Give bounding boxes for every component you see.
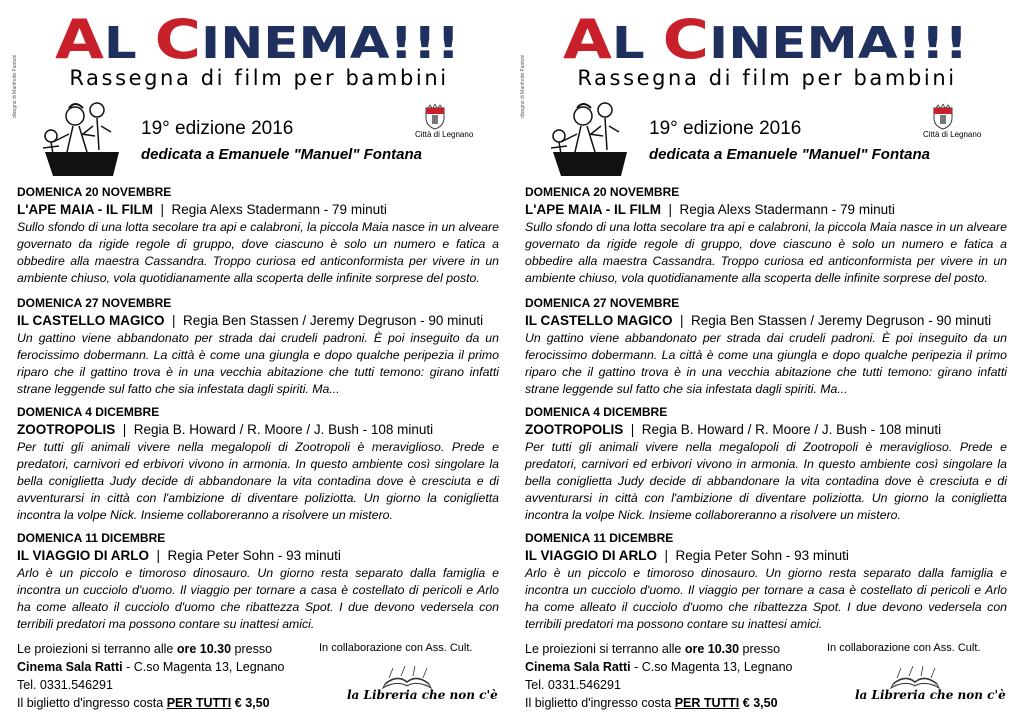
event-movie: L'APE MAIA - IL FILM | Regia Alexs Stadermann - 79 minuti: [17, 202, 387, 217]
film-title: IL VIAGGIO DI ARLO: [525, 548, 658, 563]
bookshop-logo: [345, 660, 469, 710]
collaboration-note: In collaborazione con Ass. Cult.: [827, 642, 981, 654]
screening-info: [525, 640, 825, 712]
schedule-line: [17, 640, 317, 658]
film-description: Per tutti gli animali vivere nella megalopoli di Zootropoli è meraviglioso. Prede e predatori, carnivori ed erbivori vivono in armonia. In questo ambiente così singolare la bella coniglietta Judy decide di abbandonare la vita contadina dove è cresciuta e di avventurarsi in città con l'ambizione di diventare poliziotta. Un giorno la coniglietta incontra la volpe Nick. Insieme collaboreranno a risolvere un mistero.: [525, 440, 1007, 522]
film-director: Regia Peter Sohn - 93 minuti: [167, 548, 341, 563]
event-movie: IL CASTELLO MAGICO | Regia Ben Stassen / Jeremy Degruson - 90 minuti: [525, 313, 992, 328]
film-title: L'APE MAIA - IL FILM: [17, 202, 153, 217]
event-movie: IL VIAGGIO DI ARLO | Regia Peter Sohn - 93 minuti: [17, 548, 341, 563]
open-book-icon: [853, 660, 977, 710]
ticket-who: PER TUTTI: [674, 696, 740, 710]
film-description: Sullo sfondo di una lotta secolare tra api e calabroni, la piccola Maia nasce in un alveare governato da rigide regole di gruppo, dove ciascuno è solo un numero e fatica a obbedire alla maestra Cassandra. Troppo curiosa ed anticonformista per vivere in un ambiente chiuso, vola quotidianamente alla scoperta delle infinite sorprese del posto.: [525, 220, 1007, 285]
event-3: [17, 404, 499, 524]
ticket-who: PER TUTTI: [166, 696, 232, 710]
film-director: Regia B. Howard / R. Moore / J. Bush - 108 minuti: [641, 422, 942, 437]
film-title: L'APE MAIA - IL FILM: [525, 202, 661, 217]
film-description: Un gattino viene abbandonato per strada dai crudeli padroni. È poi inseguito da un ferocissimo dobermann. La città è come una giungla e dopo qualche peripezia il primo riparo che il gattino trova è in una vecchia abitazione che tutti temono: girano infatti strane leggende sul fatto che sia infestata dagli spiriti. Ma...: [17, 331, 499, 396]
event-date: DOMENICA 27 NOVEMBRE: [525, 296, 680, 310]
event-1: [17, 184, 499, 287]
vertical-credit: disegno di Manfredo Fantoni: [12, 54, 18, 118]
ticket-text: Il biglietto d'ingresso costa: [17, 696, 167, 710]
city-crest-icon: [931, 104, 955, 130]
children-drawing: [531, 96, 637, 182]
film-description: Arlo è un piccolo e timoroso dinosauro. Un giorno resta separato dalla famiglia e incontra un cucciolo d'uomo. Il viaggio per tornare a casa è costellato di pericoli e Arlo ha come alleato il cucciolo d'uomo che ribattezza Spot. I due devono vedersela con terribili predatori ma possono contare su inattesi amici.: [525, 566, 1007, 631]
vertical-credit: disegno di Manfredo Fantoni: [520, 54, 526, 118]
svg-text:AL CINEMA!!!: A L C INEMA!!!: [563, 8, 931, 66]
edition: 19° edizione 2016: [649, 118, 802, 139]
event-4: [17, 530, 499, 633]
event-2: [17, 295, 499, 398]
event-date: DOMENICA 27 NOVEMBRE: [17, 296, 172, 310]
event-3: [525, 404, 1007, 524]
film-title: IL CASTELLO MAGICO: [17, 313, 165, 328]
bookshop-logo-text: la Libreria che non c'è: [347, 688, 498, 702]
collaboration-note: In collaborazione con Ass. Cult.: [319, 642, 473, 654]
film-description: Un gattino viene abbandonato per strada dai crudeli padroni. È poi inseguito da un ferocissimo dobermann. La città è come una giungla e dopo qualche peripezia il primo riparo che il gattino trova è in una vecchia abitazione che tutti temono: girano infatti strane leggende sul fatto che sia infestata dagli spiriti. Ma...: [525, 331, 1007, 396]
city-logo: [923, 104, 982, 139]
children-drawing: [23, 96, 129, 182]
event-movie: L'APE MAIA - IL FILM | Regia Alexs Stadermann - 79 minuti: [525, 202, 895, 217]
venue-name: Cinema Sala Ratti: [525, 660, 631, 674]
schedule-text: Le proiezioni si terranno alle: [17, 642, 177, 656]
title-logo: [563, 6, 973, 66]
event-2: [525, 295, 1007, 398]
event-movie: ZOOTROPOLIS | Regia B. Howard / R. Moore / J. Bush - 108 minuti: [525, 422, 942, 437]
film-title: IL CASTELLO MAGICO: [525, 313, 673, 328]
dedication: dedicata a Emanuele "Manuel" Fontana: [141, 146, 422, 163]
flyer-left: [12, 0, 507, 724]
film-title: ZOOTROPOLIS: [17, 422, 116, 437]
phone: Tel. 0331.546291: [525, 678, 621, 692]
open-book-icon: [345, 660, 469, 710]
film-description: Arlo è un piccolo e timoroso dinosauro. Un giorno resta separato dalla famiglia e incontra un cucciolo d'uomo. Il viaggio per tornare a casa è costellato di pericoli e Arlo ha come alleato il cucciolo d'uomo che ribattezza Spot. I due devono vedersela con terribili predatori ma possono contare su inattesi amici.: [17, 566, 499, 631]
event-date: DOMENICA 4 DICEMBRE: [525, 405, 668, 419]
city-logo: [415, 104, 474, 139]
city-logo-label: Città di Legnano: [415, 130, 474, 139]
schedule-text-end: presso: [231, 642, 273, 656]
event-movie: IL VIAGGIO DI ARLO | Regia Peter Sohn - 93 minuti: [525, 548, 849, 563]
film-director: Regia B. Howard / R. Moore / J. Bush - 108 minuti: [133, 422, 434, 437]
event-movie: ZOOTROPOLIS | Regia B. Howard / R. Moore / J. Bush - 108 minuti: [17, 422, 434, 437]
phone: Tel. 0331.546291: [17, 678, 113, 692]
venue-address: - C.so Magenta 13, Legnano: [122, 660, 285, 674]
schedule-time: ore 10.30: [684, 642, 740, 656]
film-director: Regia Alexs Stadermann - 79 minuti: [171, 202, 387, 217]
schedule-text-end: presso: [739, 642, 781, 656]
subtitle: Rassegna di film per bambini: [69, 66, 449, 90]
children-drawing-icon: [23, 96, 129, 182]
ticket-line: [525, 694, 825, 712]
film-director: Regia Ben Stassen / Jeremy Degruson - 90 minuti: [183, 313, 484, 328]
event-date: DOMENICA 20 NOVEMBRE: [17, 185, 172, 199]
event-movie: IL CASTELLO MAGICO | Regia Ben Stassen / Jeremy Degruson - 90 minuti: [17, 313, 484, 328]
film-director: Regia Alexs Stadermann - 79 minuti: [679, 202, 895, 217]
edition: 19° edizione 2016: [141, 118, 294, 139]
ticket-line: [17, 694, 317, 712]
event-4: [525, 530, 1007, 633]
event-date: DOMENICA 11 DICEMBRE: [525, 531, 674, 545]
title-logo-graphic: [55, 6, 465, 66]
event-date: DOMENICA 4 DICEMBRE: [17, 405, 160, 419]
ticket-price: € 3,50: [231, 696, 270, 710]
venue-line: [17, 658, 317, 676]
schedule-line: [525, 640, 825, 658]
schedule-text: Le proiezioni si terranno alle: [525, 642, 685, 656]
bookshop-logo-text: la Libreria che non c'è: [855, 688, 1006, 702]
film-description: Per tutti gli animali vivere nella megalopoli di Zootropoli è meraviglioso. Prede e predatori, carnivori ed erbivori vivono in armonia. In questo ambiente così singolare la bella coniglietta Judy decide di abbandonare la vita contadina dove è cresciuta e di avventurarsi in città con l'ambizione di diventare poliziotta. Un giorno la coniglietta incontra la volpe Nick. Insieme collaboreranno a risolvere un mistero.: [17, 440, 499, 522]
subtitle: Rassegna di film per bambini: [577, 66, 957, 90]
dedication: dedicata a Emanuele "Manuel" Fontana: [649, 146, 930, 163]
event-1: [525, 184, 1007, 287]
bookshop-logo: [853, 660, 977, 710]
city-logo-label: Città di Legnano: [923, 130, 982, 139]
schedule-time: ore 10.30: [176, 642, 232, 656]
venue-address: - C.so Magenta 13, Legnano: [630, 660, 793, 674]
event-date: DOMENICA 11 DICEMBRE: [17, 531, 166, 545]
film-description: Sullo sfondo di una lotta secolare tra api e calabroni, la piccola Maia nasce in un alveare governato da rigide regole di gruppo, dove ciascuno è solo un numero e fatica a obbedire alla maestra Cassandra. Troppo curiosa ed anticonformista per vivere in un ambiente chiuso, vola quotidianamente alla scoperta delle infinite sorprese del posto.: [17, 220, 499, 285]
film-director: Regia Peter Sohn - 93 minuti: [675, 548, 849, 563]
ticket-price: € 3,50: [739, 696, 778, 710]
film-title: IL VIAGGIO DI ARLO: [17, 548, 150, 563]
city-crest-icon: [423, 104, 447, 130]
venue-name: Cinema Sala Ratti: [17, 660, 123, 674]
film-title: ZOOTROPOLIS: [525, 422, 624, 437]
ticket-text: Il biglietto d'ingresso costa: [525, 696, 675, 710]
title-logo: [55, 6, 465, 66]
event-date: DOMENICA 20 NOVEMBRE: [525, 185, 680, 199]
film-director: Regia Ben Stassen / Jeremy Degruson - 90 minuti: [691, 313, 992, 328]
flyer-right: [520, 0, 1015, 724]
venue-line: [525, 658, 825, 676]
children-drawing-icon: [531, 96, 637, 182]
screening-info: [17, 640, 317, 712]
title-logo-graphic: [563, 6, 973, 66]
svg-text:AL CINEMA!!!: A L C INEMA!!!: [55, 8, 423, 66]
